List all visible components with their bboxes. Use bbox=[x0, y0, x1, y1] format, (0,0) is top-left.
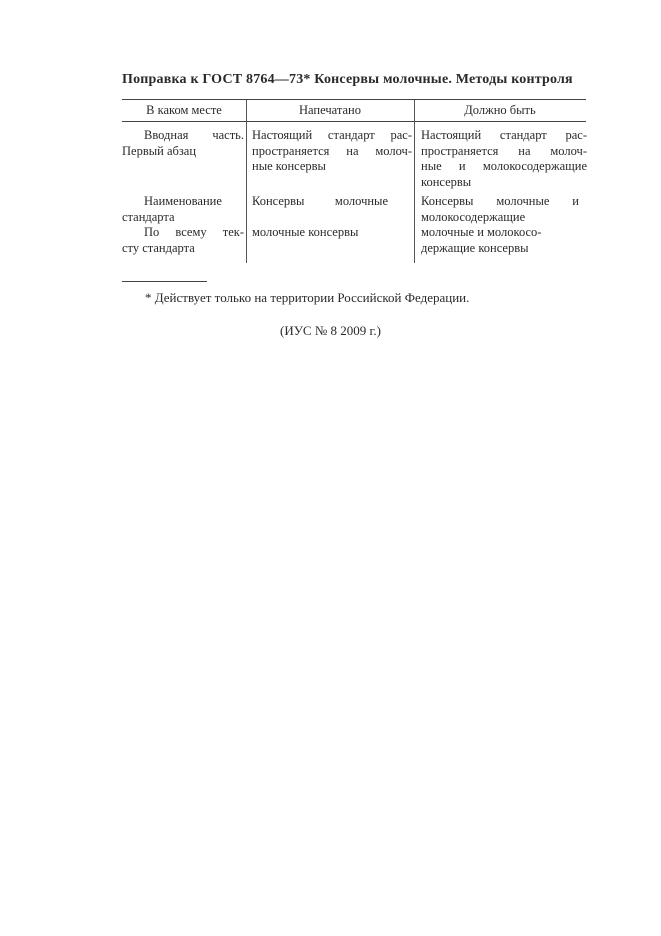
table-cell-line: молочные и молокосо- bbox=[421, 225, 542, 239]
row-1-printed bbox=[252, 128, 412, 175]
table-header-rule bbox=[122, 121, 586, 122]
table-cell-line: Вводная часть. bbox=[144, 128, 244, 142]
column-divider bbox=[246, 99, 247, 263]
table-cell-line: ные консервы bbox=[252, 159, 326, 173]
row-2-printed bbox=[252, 194, 412, 210]
source-reference: (ИУС № 8 2009 г.) bbox=[280, 323, 381, 338]
row-1-should-be bbox=[421, 128, 587, 190]
table-cell-line: консервы bbox=[421, 174, 472, 189]
document-title: Поправка к ГОСТ 8764—73* Консервы молочные. Методы контроля bbox=[122, 72, 573, 87]
table-cell-line: Консервы молочные и bbox=[421, 194, 579, 208]
header-place: В каком месте bbox=[146, 103, 222, 117]
table-cell-line: держащие консервы bbox=[421, 240, 529, 255]
table-cell-line: молочные консервы bbox=[252, 225, 359, 239]
footnote: * Действует только на территории Российской Федерации. bbox=[145, 290, 470, 305]
header-printed: Напечатано bbox=[299, 103, 361, 117]
table-cell-line: сту стандарта bbox=[122, 240, 195, 255]
table-top-rule bbox=[122, 99, 586, 100]
footnote-rule bbox=[122, 281, 207, 282]
table-cell-line: стандарта bbox=[122, 209, 175, 224]
row-1-place bbox=[122, 128, 244, 159]
column-divider bbox=[414, 99, 415, 263]
table-cell-line: Наименование bbox=[144, 194, 222, 208]
table-cell-line: ные и молокосодержащие bbox=[421, 159, 587, 173]
table-cell-line: пространяется на молоч- bbox=[252, 143, 412, 158]
table-cell-line: Консервы молочные bbox=[252, 194, 388, 208]
row-3-place bbox=[122, 225, 244, 256]
table-cell-line: По всему тек- bbox=[144, 225, 244, 239]
table-cell-line: Первый абзац bbox=[122, 143, 197, 158]
row-2-place bbox=[122, 194, 244, 225]
row-3-should-be bbox=[421, 225, 587, 256]
table-cell-line: молокосодержащие bbox=[421, 209, 526, 224]
table-cell-line: пространяется на молоч- bbox=[421, 143, 587, 158]
row-2-should-be bbox=[421, 194, 587, 225]
header-should-be: Должно быть bbox=[464, 103, 536, 117]
table-cell-line: Настоящий стандарт рас- bbox=[252, 128, 412, 142]
row-3-printed bbox=[252, 225, 412, 241]
table-cell-line: Настоящий стандарт рас- bbox=[421, 128, 587, 142]
